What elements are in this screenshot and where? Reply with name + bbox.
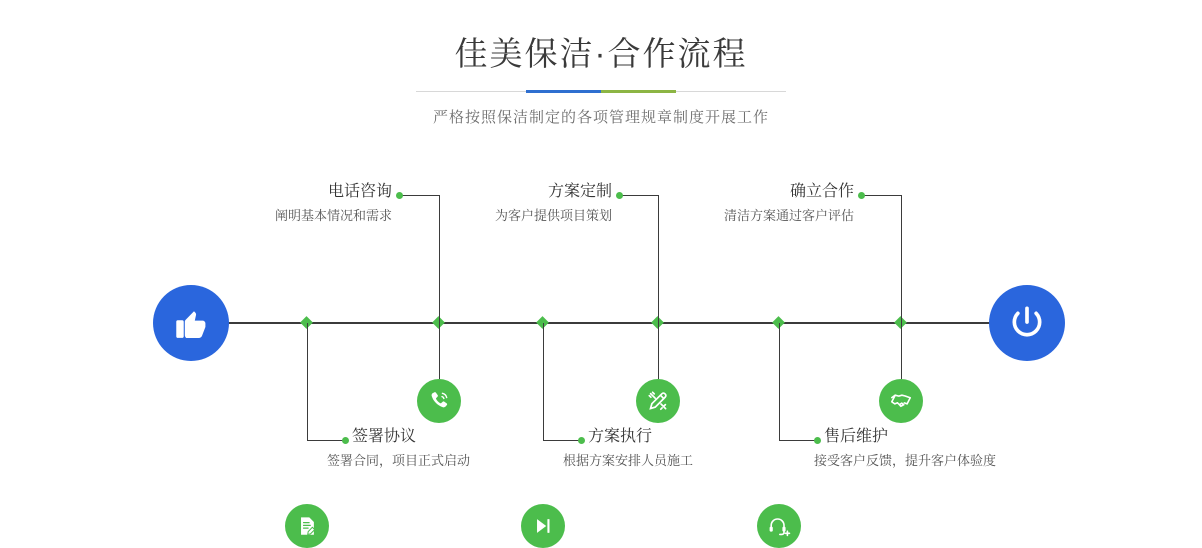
step-title-4: 方案执行: [588, 428, 653, 445]
page-title: 佳美保洁·合作流程: [454, 35, 748, 72]
step-node-3[interactable]: [636, 379, 680, 423]
step-connector-h-4: [543, 440, 581, 441]
divider-accent-blue: [526, 90, 601, 93]
step-label-dot-4: [578, 437, 585, 444]
step-connector-v-6: [779, 323, 780, 440]
headset-support-icon: [767, 514, 791, 538]
step-desc-1: 阐明基本情况和需求: [274, 208, 392, 223]
step-node-5[interactable]: [879, 379, 923, 423]
step-connector-h-5: [862, 195, 901, 196]
pencil-ruler-icon: [646, 389, 670, 413]
divider-accent-green: [601, 90, 676, 93]
step-title-3: 方案定制: [547, 183, 612, 200]
timeline-start-endpoint: [153, 285, 229, 361]
step-label-dot-2: [342, 437, 349, 444]
step-title-6: 售后维护: [824, 428, 889, 445]
timeline-axis: [157, 322, 1045, 324]
step-connector-v-2: [307, 323, 308, 440]
step-connector-h-2: [307, 440, 345, 441]
step-connector-h-6: [779, 440, 817, 441]
handshake-icon: [889, 389, 913, 413]
step-node-1[interactable]: [417, 379, 461, 423]
phone-call-icon: [427, 389, 451, 413]
step-connector-v-4: [543, 323, 544, 440]
step-title-2: 签署协议: [352, 428, 417, 445]
play-forward-icon: [532, 515, 554, 537]
thumbs-up-icon: [172, 304, 210, 342]
power-icon: [1007, 303, 1047, 343]
step-desc-5: 清洁方案通过客户评估: [723, 208, 854, 223]
timeline-end-endpoint: [989, 285, 1065, 361]
title-divider: [416, 90, 786, 93]
timeline: [0, 150, 1202, 502]
step-node-2[interactable]: [285, 504, 329, 548]
step-node-4[interactable]: [521, 504, 565, 548]
step-node-6[interactable]: [757, 504, 801, 548]
step-desc-3: 为客户提供项目策划: [494, 208, 612, 223]
step-label-3: [340, 181, 612, 226]
step-title-1: 电话咨询: [327, 183, 392, 200]
page-header: [0, 32, 1202, 127]
page-subtitle: 严格按照保洁制定的各项管理规章制度开展工作: [432, 109, 769, 126]
step-desc-4: 根据方案安排人员施工: [563, 453, 694, 468]
step-label-6: [814, 426, 1184, 471]
step-label-dot-5: [858, 192, 865, 199]
step-desc-6: 接受客户反馈，提升客户体验度: [814, 453, 997, 468]
step-label-dot-6: [814, 437, 821, 444]
step-title-5: 确立合作: [789, 183, 854, 200]
step-label-5: [580, 181, 854, 226]
step-desc-2: 签署合同，项目正式启动: [327, 453, 471, 468]
document-edit-icon: [296, 515, 318, 537]
step-connector-v-5: [901, 195, 902, 379]
